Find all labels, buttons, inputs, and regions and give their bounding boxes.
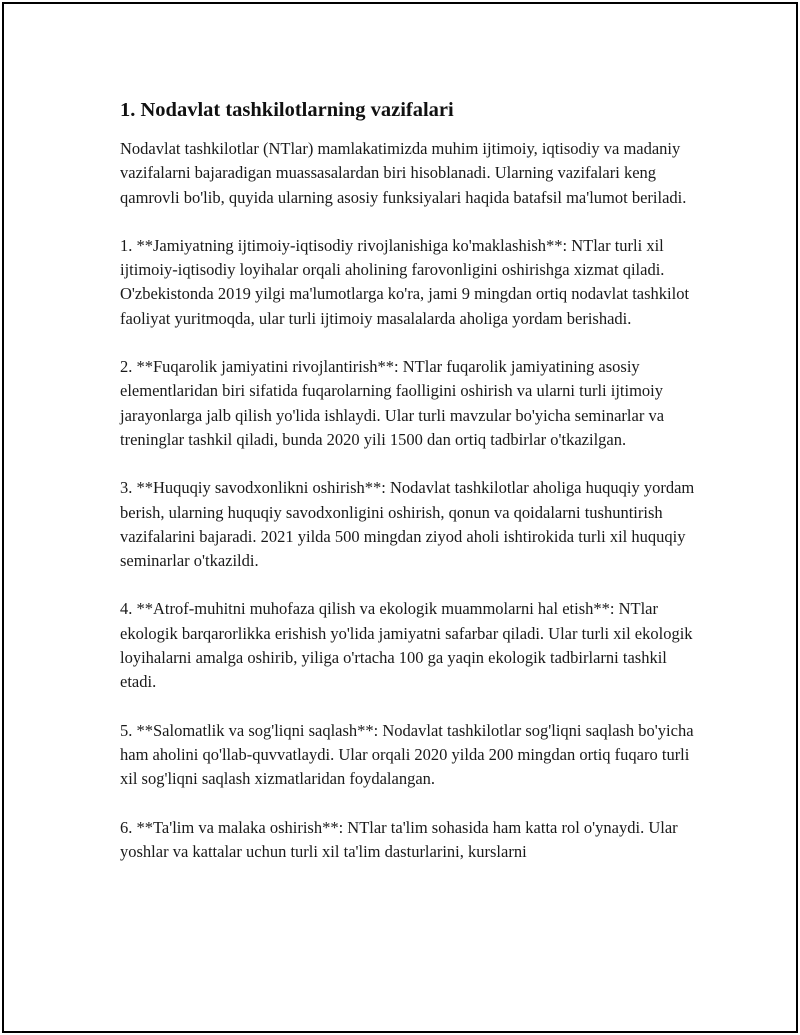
- list-item-1: 1. **Jamiyatning ijtimoiy-iqtisodiy rivojlanishiga ko'maklashish**: NTlar turli xil ijtimoiy-iqtisodiy loyihalar orqali aholining farovonligini oshirishga xizmat qiladi. O'zbekistonda 2019 yilgi ma'lumotlarga ko'ra, jami 9 mingdan ortiq nodavlat tashkilot faoliyat yuritmoqda, ular turli ijtimoiy masalalarda aholiga yordam berishadi.: [120, 235, 690, 328]
- intro-paragraph: Nodavlat tashkilotlar (NTlar) mamlakatimizda muhim ijtimoiy, iqtisodiy va madaniy vazifalarni bajaradigan muassasalardan biri hisoblanadi. Ularning vazifalari keng qamrovli bo'lib, quyida ularning asosiy funksiyalari haqida batafsil ma'lumot beriladi.: [120, 139, 687, 207]
- list-item-6: 6. **Ta'lim va malaka oshirish**: NTlar ta'lim sohasida ham katta rol o'ynaydi. Ular yoshlar va kattalar uchun turli xil ta'lim dasturlarini, kurslarni: [120, 817, 678, 861]
- list-item-3: 3. **Huquqiy savodxonlikni oshirish**: Nodavlat tashkilotlar aholiga huquqiy yordam berish, ularning huquqiy savodxonligini oshirish, qonun va qoidalarni tushuntirish vazifalarini bajaradi. 2021 yilda 500 mingdan ziyod aholi ishtirokida turli xil huquqiy seminarlar o'tkazildi.: [120, 478, 695, 571]
- list-item-2: 2. **Fuqarolik jamiyatini rivojlantirish**: NTlar fuqarolik jamiyatining asosiy elementlaridan biri sifatida fuqarolarning faolligini oshirish va ularni turli ijtimoiy jarayonlarga jalb qilish yo'lida ishlaydi. Ular turli mavzular bo'yicha seminarlar va treninglar tashkil qiladi, bunda 2020 yili 1500 dan ortiq tadbirlar o'tkazilgan.: [120, 357, 665, 449]
- section-heading: 1. Nodavlat tashkilotlarning vazifalari: [120, 99, 454, 121]
- list-item-5: 5. **Salomatlik va sog'liqni saqlash**: Nodavlat tashkilotlar sog'liqni saqlash bo'yicha ham aholini qo'llab-quvvatlaydi. Ular orqali 2020 yilda 200 mingdan ortiq fuqaro turli xil sog'liqni saqlash xizmatlaridan foydalangan.: [120, 720, 694, 789]
- list-item-4: 4. **Atrof-muhitni muhofaza qilish va ekologik muammolarni hal etish**: NTlar ekologik barqarorlikka erishish yo'lida jamiyatni safarbar qiladi. Ular turli xil ekologik loyihalarni amalga oshirib, yiliga o'rtacha 100 ga yaqin ekologik tadbirlarni tashkil etadi.: [120, 599, 693, 692]
- document-body: [120, 97, 700, 888]
- document-page: [2, 2, 798, 1033]
